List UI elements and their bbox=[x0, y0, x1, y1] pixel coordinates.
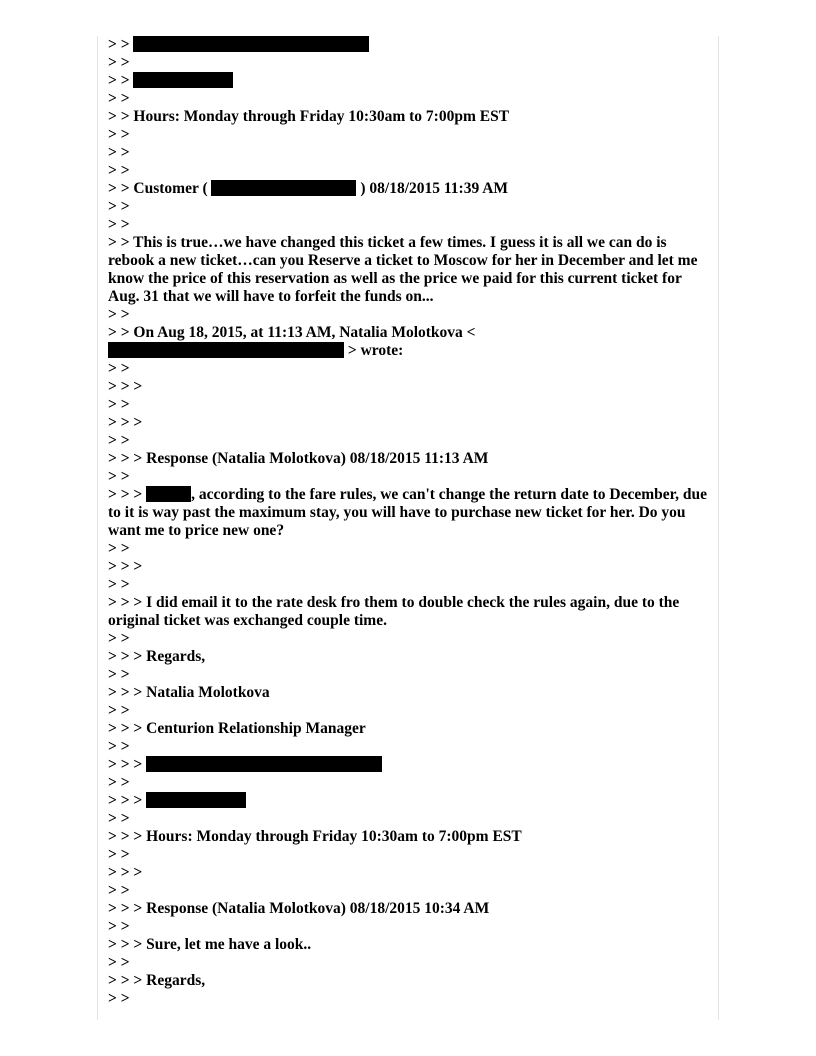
quoted-line-redacted bbox=[108, 792, 712, 810]
quote-prefix: > > bbox=[108, 162, 130, 179]
quote-prefix: > > > bbox=[108, 558, 143, 575]
quoted-line-empty bbox=[108, 306, 712, 324]
quoted-line-empty bbox=[108, 432, 712, 450]
quoted-line-empty bbox=[108, 198, 712, 216]
regards-line: > > > Regards, bbox=[108, 648, 206, 665]
quoted-line-empty bbox=[108, 126, 712, 144]
quote-prefix: > > > bbox=[108, 414, 143, 431]
quoted-line-empty bbox=[108, 360, 712, 378]
quoted-line-empty bbox=[108, 90, 712, 108]
response-header-line: > > > Response (Natalia Molotkova) 08/18/2015 11:13 AM bbox=[108, 450, 489, 467]
redaction-bar bbox=[146, 486, 191, 502]
customer-timestamp: ) 08/18/2015 11:39 AM bbox=[356, 180, 509, 197]
quoted-line-empty bbox=[108, 378, 712, 396]
quoted-line-empty bbox=[108, 954, 712, 972]
signature-title-line: > > > Centurion Relationship Manager bbox=[108, 720, 366, 737]
redaction-bar bbox=[211, 180, 356, 196]
quote-prefix: > > bbox=[108, 810, 130, 827]
quoted-line-empty bbox=[108, 882, 712, 900]
quoted-line-empty bbox=[108, 414, 712, 432]
quote-prefix: > > bbox=[108, 846, 130, 863]
regards-line: > > > Regards, bbox=[108, 972, 206, 989]
quote-prefix: > > bbox=[108, 918, 130, 935]
redaction-bar bbox=[133, 36, 369, 52]
quote-prefix: > > bbox=[108, 306, 130, 323]
quote-prefix: > > bbox=[108, 216, 130, 233]
quoted-line-redacted bbox=[108, 72, 712, 90]
quoted-line-empty bbox=[108, 216, 712, 234]
quoted-line-empty bbox=[108, 576, 712, 594]
quoted-line-empty bbox=[108, 738, 712, 756]
quote-prefix: > > bbox=[108, 702, 130, 719]
rate-desk-message: > > > I did email it to the rate desk fro them to double check the rules again, due to the original ticket was exchanged couple time. bbox=[108, 594, 680, 629]
wrote-suffix: > wrote: bbox=[344, 342, 404, 359]
email-body bbox=[108, 36, 712, 1008]
fare-rules-message bbox=[108, 486, 712, 540]
response-header-line: > > > Response (Natalia Molotkova) 08/18/2015 10:34 AM bbox=[108, 900, 490, 917]
quoted-line-empty bbox=[108, 162, 712, 180]
quote-prefix: > > bbox=[108, 882, 130, 899]
quote-prefix: > > bbox=[108, 774, 130, 791]
quote-prefix: > > bbox=[108, 360, 130, 377]
quote-prefix: > > bbox=[108, 54, 130, 71]
redaction-bar bbox=[108, 342, 344, 358]
quote-prefix: > > > bbox=[108, 864, 143, 881]
redaction-bar bbox=[133, 72, 233, 88]
quote-prefix: > > bbox=[108, 954, 130, 971]
redaction-bar bbox=[146, 756, 382, 772]
sender-email-line bbox=[108, 342, 712, 360]
quote-prefix: > > bbox=[108, 666, 130, 683]
quote-prefix: > > bbox=[108, 36, 134, 53]
quote-prefix: > > bbox=[108, 90, 130, 107]
quote-prefix: > > bbox=[108, 990, 130, 1007]
quoted-line-redacted bbox=[108, 756, 712, 774]
quoted-line-empty bbox=[108, 468, 712, 486]
customer-label: > > Customer ( bbox=[108, 180, 212, 197]
quoted-line-empty bbox=[108, 702, 712, 720]
quote-prefix: > > bbox=[108, 144, 130, 161]
hours-line: > > Hours: Monday through Friday 10:30am to 7:00pm EST bbox=[108, 108, 510, 125]
quoted-line-empty bbox=[108, 846, 712, 864]
quoted-line-empty bbox=[108, 918, 712, 936]
quote-prefix: > > bbox=[108, 630, 130, 647]
quote-prefix: > > bbox=[108, 126, 130, 143]
quoted-line-empty bbox=[108, 864, 712, 882]
quote-prefix: > > bbox=[108, 432, 130, 449]
quoted-line-empty bbox=[108, 558, 712, 576]
signature-name-line: > > > Natalia Molotkova bbox=[108, 684, 270, 701]
quote-prefix: > > bbox=[108, 540, 130, 557]
sure-look-line: > > > Sure, let me have a look.. bbox=[108, 936, 312, 953]
redaction-bar bbox=[146, 792, 246, 808]
on-date-wrote-line: > > On Aug 18, 2015, at 11:13 AM, Natalia Molotkova < bbox=[108, 324, 476, 341]
customer-message: > > This is true…we have changed this ticket a few times. I guess it is all we can do is rebook a new ticket…can you Reserve a ticket to Moscow for her in December and let me know the price of this reservation as well as the price we paid for this current ticket for Aug. 31 that we will have to forfeit the funds on... bbox=[108, 234, 698, 305]
quoted-line-empty bbox=[108, 396, 712, 414]
quote-prefix: > > bbox=[108, 738, 130, 755]
quoted-line-empty bbox=[108, 666, 712, 684]
quoted-line-empty bbox=[108, 774, 712, 792]
quote-prefix: > > bbox=[108, 396, 130, 413]
quoted-line-empty bbox=[108, 990, 712, 1008]
quoted-line-empty bbox=[108, 630, 712, 648]
quoted-line-empty bbox=[108, 54, 712, 72]
quote-prefix: > > > bbox=[108, 378, 143, 395]
customer-header-line bbox=[108, 180, 712, 198]
quote-prefix: > > bbox=[108, 468, 130, 485]
quoted-line-redacted bbox=[108, 36, 712, 54]
hours-line: > > > Hours: Monday through Friday 10:30am to 7:00pm EST bbox=[108, 828, 522, 845]
quote-prefix: > > > bbox=[108, 756, 147, 773]
quote-prefix: > > > bbox=[108, 792, 147, 809]
quoted-line-empty bbox=[108, 540, 712, 558]
quote-prefix: > > bbox=[108, 72, 134, 89]
quote-prefix: > > bbox=[108, 198, 130, 215]
fare-rules-text: , according to the fare rules, we can't change the return date to December, due to it is way past the maximum stay, you will have to purchase new ticket for her. Do you want me to price new one? bbox=[108, 486, 707, 539]
quote-prefix: > > bbox=[108, 576, 130, 593]
quoted-line-empty bbox=[108, 810, 712, 828]
quoted-line-empty bbox=[108, 144, 712, 162]
quote-prefix: > > > bbox=[108, 486, 147, 503]
